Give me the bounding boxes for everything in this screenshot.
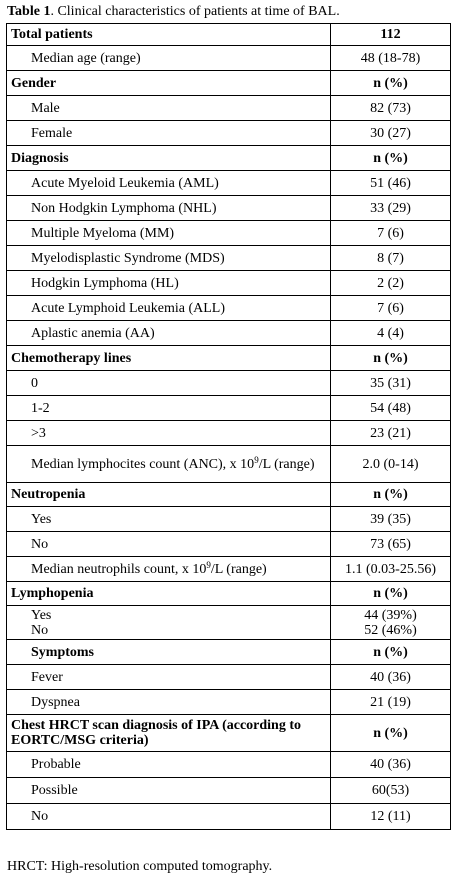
- table-row: [7, 196, 451, 221]
- row-label: Non Hodgkin Lymphoma (NHL): [7, 196, 331, 221]
- section-header: Gender: [7, 71, 331, 96]
- table-row: [7, 71, 451, 96]
- row-label: [7, 557, 331, 582]
- row-label: Total patients: [7, 24, 331, 46]
- section-unit: n (%): [331, 715, 451, 752]
- table-row: [7, 778, 451, 804]
- row-label: Acute Lymphoid Leukemia (ALL): [7, 296, 331, 321]
- row-value: 1.1 (0.03-25.56): [331, 557, 451, 582]
- row-value: 40 (36): [331, 665, 451, 690]
- section-unit: n (%): [331, 582, 451, 606]
- exponent: 9: [254, 454, 259, 465]
- row-value: 7 (6): [331, 296, 451, 321]
- row-value: 39 (35): [331, 507, 451, 532]
- row-label: >3: [7, 421, 331, 446]
- table-row: [7, 96, 451, 121]
- table-row: [7, 221, 451, 246]
- table-row: [7, 421, 451, 446]
- section-unit: n (%): [331, 640, 451, 665]
- row-label: Hodgkin Lymphoma (HL): [7, 271, 331, 296]
- table-caption: [7, 4, 340, 20]
- row-label: 1-2: [7, 396, 331, 421]
- table-row: [7, 532, 451, 557]
- row-label: Aplastic anemia (AA): [7, 321, 331, 346]
- table-row: [7, 582, 451, 606]
- table-row: [7, 346, 451, 371]
- row-label: Female: [7, 121, 331, 146]
- row-value: 54 (48): [331, 396, 451, 421]
- table-row: [7, 606, 451, 640]
- row-label: Probable: [7, 752, 331, 778]
- table-row: [7, 483, 451, 507]
- row-label: No: [7, 532, 331, 557]
- row-label: Possible: [7, 778, 331, 804]
- row-label: Male: [7, 96, 331, 121]
- row-value-no: 52 (46%): [364, 622, 417, 638]
- table-row: [7, 557, 451, 582]
- table-row: [7, 446, 451, 483]
- section-unit: n (%): [331, 146, 451, 171]
- table-row: [7, 46, 451, 71]
- row-value: 2.0 (0-14): [331, 446, 451, 483]
- row-label: 0: [7, 371, 331, 396]
- section-header: Chemotherapy lines: [7, 346, 331, 371]
- table-row: [7, 507, 451, 532]
- table-row: [7, 396, 451, 421]
- table-row: [7, 321, 451, 346]
- row-label: Myelodisplastic Syndrome (MDS): [7, 246, 331, 271]
- row-value: 60(53): [331, 778, 451, 804]
- row-label-no: No: [31, 622, 49, 638]
- section-header: Neutropenia: [7, 483, 331, 507]
- label-text: Median neutrophils count, x 10: [31, 561, 207, 577]
- row-value: 73 (65): [331, 532, 451, 557]
- table-row: [7, 690, 451, 715]
- row-label: Fever: [7, 665, 331, 690]
- table-row: [7, 640, 451, 665]
- row-value: 21 (19): [331, 690, 451, 715]
- row-value-yes: 44 (39%): [364, 607, 417, 623]
- table-row: [7, 715, 451, 752]
- row-value: 112: [331, 24, 451, 46]
- table-row: [7, 296, 451, 321]
- row-value: 23 (21): [331, 421, 451, 446]
- table-row: [7, 246, 451, 271]
- table-row: [7, 171, 451, 196]
- exponent: 9: [206, 559, 211, 570]
- label-unit: /L (range): [258, 456, 315, 472]
- row-label: No: [7, 804, 331, 830]
- table-row: [7, 121, 451, 146]
- row-value: 7 (6): [331, 221, 451, 246]
- table-row: [7, 371, 451, 396]
- row-label: Yes: [7, 507, 331, 532]
- section-header: Chest HRCT scan diagnosis of IPA (according to EORTC/MSG criteria): [7, 715, 331, 752]
- row-value: 40 (36): [331, 752, 451, 778]
- row-value: 30 (27): [331, 121, 451, 146]
- section-unit: n (%): [331, 71, 451, 96]
- table-label: Table 1: [7, 4, 51, 19]
- section-unit: n (%): [331, 346, 451, 371]
- row-label: [7, 446, 331, 483]
- table-row: [7, 804, 451, 830]
- row-value: 12 (11): [331, 804, 451, 830]
- row-value: 82 (73): [331, 96, 451, 121]
- row-label-yes: Yes: [31, 607, 52, 623]
- section-unit: n (%): [331, 483, 451, 507]
- section-header: Lymphopenia: [7, 582, 331, 606]
- row-value: 8 (7): [331, 246, 451, 271]
- table-row: [7, 752, 451, 778]
- caption-text: . Clinical characteristics of patients at time of BAL.: [50, 4, 340, 19]
- label-unit: /L (range): [210, 561, 267, 577]
- row-label: Multiple Myeloma (MM): [7, 221, 331, 246]
- row-value: 48 (18-78): [331, 46, 451, 71]
- section-header: Diagnosis: [7, 146, 331, 171]
- table-row: [7, 146, 451, 171]
- table-row: [7, 271, 451, 296]
- clinical-characteristics-table: [6, 23, 451, 830]
- table-footnote: HRCT: High-resolution computed tomography.: [7, 859, 273, 874]
- table-row: [7, 24, 451, 46]
- row-value: 35 (31): [331, 371, 451, 396]
- row-value: 51 (46): [331, 171, 451, 196]
- row-label: [7, 606, 331, 640]
- table-row: [7, 665, 451, 690]
- section-header: Symptoms: [7, 640, 331, 665]
- row-value: [331, 606, 451, 640]
- row-label: Median age (range): [7, 46, 331, 71]
- label-text: Median lymphocites count (ANC), x 10: [31, 456, 255, 472]
- row-label: Dyspnea: [7, 690, 331, 715]
- row-value: 2 (2): [331, 271, 451, 296]
- row-value: 33 (29): [331, 196, 451, 221]
- row-label: Acute Myeloid Leukemia (AML): [7, 171, 331, 196]
- row-value: 4 (4): [331, 321, 451, 346]
